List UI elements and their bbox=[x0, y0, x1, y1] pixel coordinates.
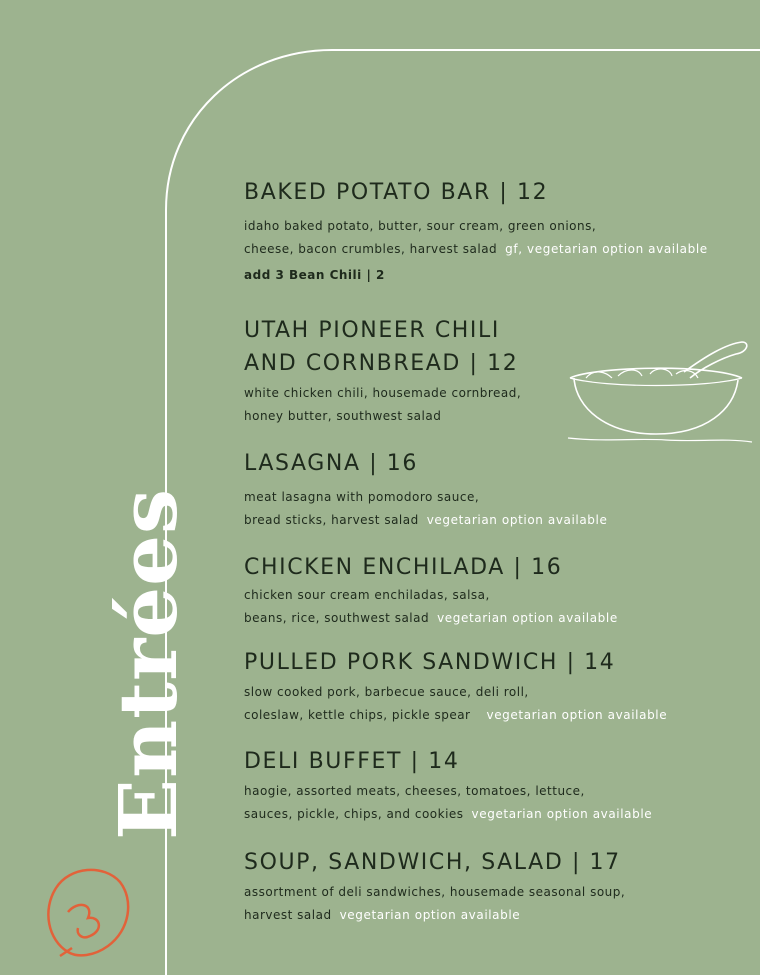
item-description: assortment of deli sandwiches, housemade seasonal soup, harvest salad vegetarian option available bbox=[244, 885, 626, 922]
item-name: UTAH PIONEER CHILI AND CORNBREAD | 12 bbox=[244, 318, 519, 376]
item-description: meat lasagna with pomodoro sauce, bread sticks, harvest salad vegetarian option available bbox=[244, 490, 608, 527]
menu-item-utah-pioneer-chili bbox=[244, 314, 744, 428]
item-name: LASAGNA | 16 bbox=[244, 451, 418, 476]
item-option-note: vegetarian option available bbox=[426, 513, 608, 527]
menu-item-chicken-enchilada bbox=[244, 551, 744, 630]
menu-item-lasagna bbox=[244, 447, 744, 532]
item-option-note: vegetarian option available bbox=[486, 708, 668, 722]
section-title: Entrées bbox=[101, 487, 195, 840]
item-description: chicken sour cream enchiladas, salsa, beans, rice, southwest salad vegetarian option available bbox=[244, 588, 618, 625]
item-name: PULLED PORK SANDWICH | 14 bbox=[244, 650, 616, 675]
circle-scribble-logo-icon bbox=[38, 860, 134, 964]
item-name: CHICKEN ENCHILADA | 16 bbox=[244, 555, 563, 580]
menu-item-soup-sandwich-salad bbox=[244, 846, 744, 927]
item-option-note: vegetarian option available bbox=[471, 807, 653, 821]
item-name: BAKED POTATO BAR | 12 bbox=[244, 180, 549, 205]
item-description: idaho baked potato, butter, sour cream, green onions, cheese, bacon crumbles, harvest salad gf, vegetarian option available bbox=[244, 219, 708, 256]
menu-item-baked-potato-bar bbox=[244, 176, 744, 261]
menu-item-pulled-pork-sandwich bbox=[244, 646, 744, 727]
item-description: slow cooked pork, barbecue sauce, deli roll, coleslaw, kettle chips, pickle spear vegetarian option available bbox=[244, 685, 668, 722]
item-description: haogie, assorted meats, cheeses, tomatoes, lettuce, sauces, pickle, chips, and cookies vegetarian option available bbox=[244, 784, 653, 821]
item-name: SOUP, SANDWICH, SALAD | 17 bbox=[244, 850, 621, 875]
item-description: white chicken chili, housemade cornbread, honey butter, southwest salad bbox=[244, 386, 522, 423]
menu-item-deli-buffet bbox=[244, 745, 744, 826]
item-option-note: vegetarian option available bbox=[339, 908, 521, 922]
item-addon: add 3 Bean Chili | 2 bbox=[244, 268, 385, 282]
item-name: DELI BUFFET | 14 bbox=[244, 749, 460, 774]
item-option-note: vegetarian option available bbox=[437, 611, 618, 625]
item-option-note: gf, vegetarian option available bbox=[505, 242, 708, 256]
